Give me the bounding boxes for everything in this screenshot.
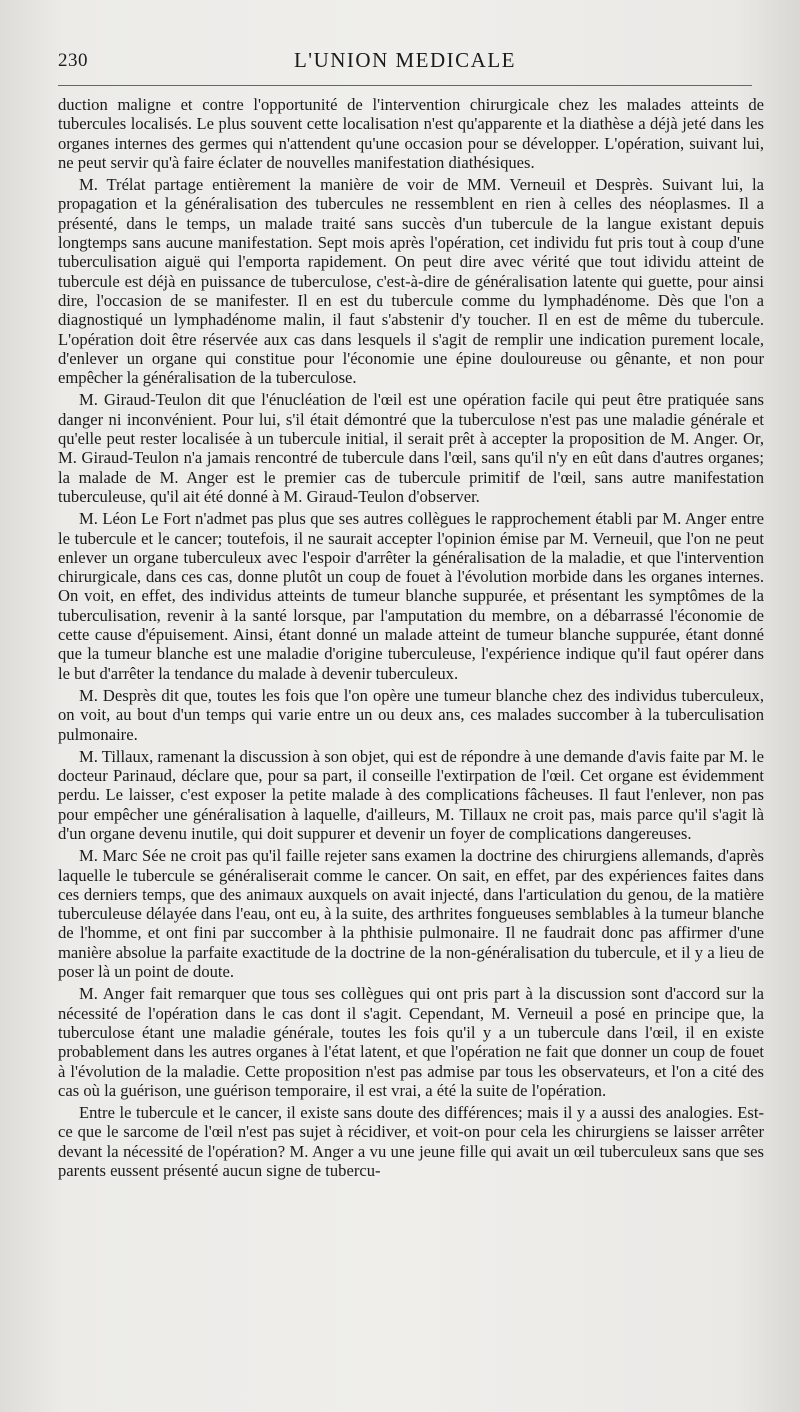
article-body <box>58 95 764 1183</box>
page-number: 230 <box>58 50 88 71</box>
paragraph-anger: M. Anger fait remarquer que tous ses collègues qui ont pris part à la discussion sont d'accord sur la nécessité de l'opération dans le cas dont il s'agit. Cependant, M. Verneuil a posé en principe que, la tuberculose étant une maladie générale, toutes les fois qu'il y a un tubercule dans l'œil, il en existe probablement dans les autres organes à l'état latent, et que l'opération ne fait que donner un coup de fouet à l'évolution de la maladie. Cette proposition n'est pas admise par tous les observateurs, et l'on a cité des cas où la guérison, une guérison temporaire, il est vrai, a été la suite de l'opération. <box>58 984 764 1100</box>
header-rule <box>58 85 752 86</box>
paragraph-tillaux: M. Tillaux, ramenant la discussion à son objet, qui est de répondre à une demande d'avis faite par M. le docteur Parinaud, déclare que, pour sa part, il conseille l'extirpation de l'œil. Cet organe est évidemment perdu. Le laisser, c'est exposer la petite malade à des complications fâcheuses. Il faut l'enlever, non pas pour empêcher une généralisation à laquelle, d'ailleurs, M. Tillaux ne croit pas, mais parce qu'il s'agit là d'un organe devenu inutile, qui doit suppurer et devenir un foyer de complications dangereuses. <box>58 746 764 843</box>
page-header <box>58 40 752 78</box>
paragraph-despres: M. Desprès dit que, toutes les fois que l'on opère une tumeur blanche chez des individus tuberculeux, on voit, au bout d'un temps qui varie entre un ou deux ans, ces malades succomber à la tuberculisation pulmonaire. <box>58 685 764 744</box>
paragraph-le-fort: M. Léon Le Fort n'admet pas plus que ses autres collègues le rapprochement établi par M. Anger entre le tubercule et le cancer; toutefois, il ne saurait accepter l'opinion émise par M. Verneuil, que l'on ne peut enlever un organe tuberculeux avec l'espoir d'arrêter la généralisation de la maladie, et que l'intervention chirurgicale, dans ces cas, donne plutôt un coup de fouet à l'évolution morbide dans les organes internes. On voit, en effet, des individus atteints de tumeur blanche suppurée, et présentant les symptômes de la tuberculisation, revenir à la santé lorsque, par l'amputation du membre, on a débarrassé l'économie de cette cause d'épuisement. Ainsi, étant donné un malade atteint de tumeur blanche suppurée, étant donné que la tumeur blanche est une maladie d'origine tuberculeuse, l'expérience indique qu'il faut opérer dans le but d'arrêter la tendance du malade à devenir tuberculeux. <box>58 509 764 683</box>
paragraph-giraud-teulon: M. Giraud-Teulon dit que l'énucléation de l'œil est une opération facile qui peut être pratiquée sans danger ni inconvénient. Pour lui, s'il était démontré que la tuberculose n'est pas une maladie générale et qu'elle peut rester localisée à un tubercule initial, il serait prêt à accepter la proposition de M. Anger. Or, M. Giraud-Teulon n'a jamais rencontré de tubercule dans l'œil, sans qu'il n'y en eût dans d'autres organes; la malade de M. Anger est le premier cas de tubercule primitif de l'œil, sans autre manifestation tuberculeuse, qu'il ait été donné à M. Giraud-Teulon d'observer. <box>58 390 764 506</box>
running-title: L'UNION MEDICALE <box>293 48 516 72</box>
paragraph-continued: duction maligne et contre l'opportunité de l'intervention chirurgicale chez les malades atteints de tubercules localisés. Le plus souvent cette localisation n'est qu'apparente et la diathèse a déjà jeté dans les organes internes des germes qui n'attendent qu'une occasion pour se développer. L'opération, suivant lui, ne peut servir qu'à faire éclater de nouvelles manifestation diathésiques. <box>58 95 764 172</box>
paragraph-marc-see: M. Marc Sée ne croit pas qu'il faille rejeter sans examen la doctrine des chirurgiens allemands, d'après laquelle le tubercule se généraliserait comme le cancer. On sait, en effet, par des expériences faites dans ces derniers temps, que des animaux auxquels on avait injecté, dans l'articulation du genou, de la matière tuberculeuse délayée dans l'eau, ont eu, à la suite, des arthrites fongueuses semblables à la tumeur blanche de l'homme, et ont fini par succomber à la phthisie pulmonaire. Il ne faudrait donc pas affirmer d'une manière absolue la parfaite exactitude de la doctrine de la non-généralisation du tubercule, et il y a lieu de poser là un point de doute. <box>58 846 764 982</box>
paragraph-trelat: M. Trélat partage entièrement la manière de voir de MM. Verneuil et Desprès. Suivant lui, la propagation et la généralisation des tubercules ne ressemblent en rien à celles des néoplasmes. Il a présenté, dans le temps, un malade traité sans succès d'un tubercule de la langue existant depuis longtemps sans aucune manifestation. Sept mois après l'opération, cet individu fut pris tout à coup d'une tuberculisation aiguë qui l'emporta rapidement. On peut dire avec vérité que tout idividu atteint de tubercule est déjà en puissance de tuberculose, c'est-à-dire de généralisation latente qui guette, pour ainsi dire, l'occasion de se manifester. Il en est du tubercule comme du lymphadénome. Dès que l'on a diagnostiqué un lymphadénome malin, il faut s'abstenir d'y toucher. Il en est de même du tubercule. L'opération doit être réservée aux cas dans lesquels il s'agit de remplir une indication purement locale, d'enlever un organe qui constitue pour l'économie une épine douloureuse ou gênante, et non pour empêcher la généralisation de la tuberculose. <box>58 175 764 388</box>
paragraph-tubercule-cancer: Entre le tubercule et le cancer, il existe sans doute des différences; mais il y a aussi des analogies. Est-ce que le sarcome de l'œil n'est pas sujet à récidiver, et voit-on pour cela les chirurgiens se laisser arrêter devant la nécessité de l'opération? M. Anger a vu une jeune fille qui avait un œil tuberculeux sans que ses parents eussent présenté aucun signe de tubercu- <box>58 1103 764 1181</box>
